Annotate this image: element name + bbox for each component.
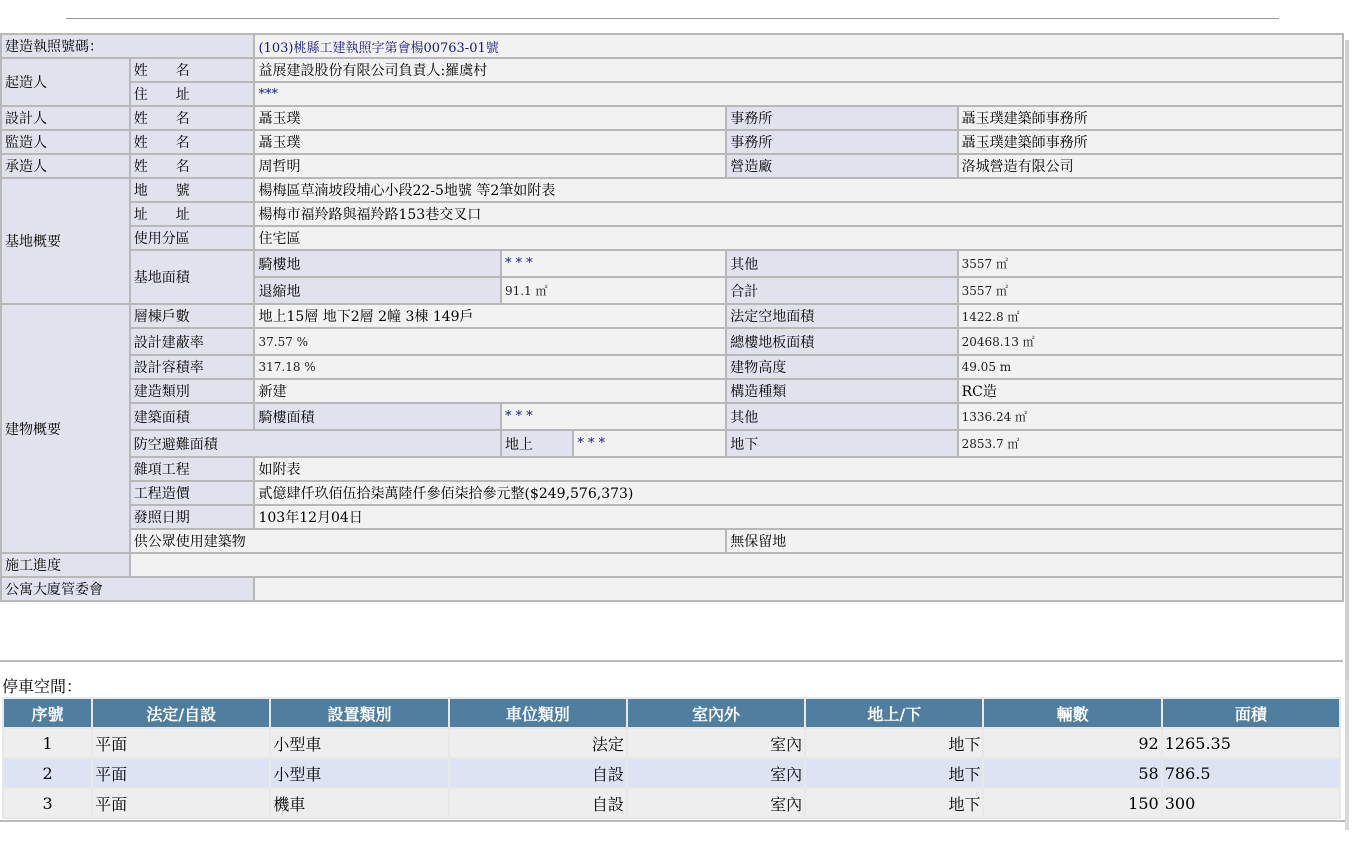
supervisor-name-value: 聶玉璞: [255, 131, 725, 153]
site-total-value: 3557 ㎡: [959, 278, 1342, 303]
progress-value: [131, 554, 1342, 576]
permit-no-value: (103)桃縣工建執照字第會楊00763-01號: [255, 35, 1342, 57]
site-area-label: 基地面積: [131, 251, 254, 303]
cell-seq: 2: [4, 759, 91, 787]
supervisor-name-label: 姓 名: [131, 131, 254, 153]
designer-name-label: 姓 名: [131, 107, 254, 129]
contractor-firm-label: 營造廠: [727, 155, 956, 177]
cell-space-type: 自設: [450, 759, 626, 787]
building-structure-label: 構造種類: [727, 380, 956, 402]
applicant-addr-value: ***: [255, 83, 1342, 105]
building-arcade-area-label: 騎樓面積: [255, 404, 499, 429]
table-row: [4, 789, 1339, 817]
applicant-addr-label: 住 址: [131, 83, 254, 105]
contractor-firm-value: 洛城營造有限公司: [959, 155, 1342, 177]
building-type-value: 新建: [255, 380, 725, 402]
site-zone-value: 住宅區: [255, 227, 1342, 249]
parking-header-seq: 序號: [4, 699, 91, 727]
parking-table: [2, 697, 1341, 819]
site-section: 基地概要: [2, 179, 129, 303]
top-divider: [66, 18, 1279, 19]
building-coverage-label: 設計建蔽率: [131, 329, 254, 354]
building-type-label: 建造類別: [131, 380, 254, 402]
contractor-section: 承造人: [2, 155, 129, 177]
building-open-value: 1422.8 ㎡: [959, 305, 1342, 327]
cell-area: 1265.35: [1163, 729, 1339, 757]
progress-label: 施工進度: [2, 554, 129, 576]
cell-level: 地下: [806, 729, 982, 757]
building-issue-value: 103年12月04日: [255, 506, 1342, 528]
site-total-label: 合計: [727, 278, 956, 303]
bottom-divider: [0, 820, 1345, 822]
designer-office-value: 聶玉璞建築師事務所: [959, 107, 1342, 129]
building-coverage-value: 37.57 %: [255, 329, 725, 354]
cell-legal: 平面: [93, 729, 269, 757]
building-above-label: 地上: [502, 431, 572, 456]
site-other-label: 其他: [727, 251, 956, 276]
committee-label: 公寓大廈管委會: [2, 578, 253, 600]
building-below-value: 2853.7 ㎡: [959, 431, 1342, 456]
permit-no-label: 建造執照號碼：: [2, 35, 253, 57]
building-floor-area-label: 總樓地板面積: [727, 329, 956, 354]
parking-header-setting: 設置類別: [271, 699, 447, 727]
permit-info-table: [0, 33, 1344, 602]
table-row: [4, 729, 1339, 757]
designer-office-label: 事務所: [727, 107, 956, 129]
building-below-label: 地下: [727, 431, 956, 456]
cell-setting: 小型車: [271, 729, 447, 757]
building-section: 建物概要: [2, 305, 129, 552]
committee-value: [255, 578, 1342, 600]
cell-seq: 3: [4, 789, 91, 817]
parking-header-level: 地上/下: [806, 699, 982, 727]
cell-area: 786.5: [1163, 759, 1339, 787]
supervisor-office-label: 事務所: [727, 131, 956, 153]
building-height-label: 建物高度: [727, 356, 956, 378]
parking-header-area: 面積: [1163, 699, 1339, 727]
building-issue-label: 發照日期: [131, 506, 254, 528]
applicant-name-value: 益展建設股份有限公司負責人:羅虞村: [255, 59, 1342, 81]
site-arcade-label: 騎樓地: [255, 251, 499, 276]
site-addr-value: 楊梅市福羚路與福羚路153巷交叉口: [255, 203, 1342, 225]
building-above-value: * * *: [574, 431, 725, 456]
building-floors-label: 層棟戶數: [131, 305, 254, 327]
cell-setting: 機車: [271, 789, 447, 817]
supervisor-office-value: 聶玉璞建築師事務所: [959, 131, 1342, 153]
cell-indoor: 室內: [628, 789, 804, 817]
cell-level: 地下: [806, 759, 982, 787]
building-far-label: 設計容積率: [131, 356, 254, 378]
parking-header-count: 輛數: [984, 699, 1160, 727]
table-row: [4, 759, 1339, 787]
building-other-label: 其他: [727, 404, 956, 429]
scrollbar-lower[interactable]: [1345, 680, 1349, 830]
building-cost-value: 貳億肆仟玖佰伍拾柒萬陸仟參佰柒拾參元整($249,576,373): [255, 482, 1342, 504]
cell-space-type: 法定: [450, 729, 626, 757]
cell-legal: 平面: [93, 789, 269, 817]
section-divider: [0, 660, 1343, 662]
site-setback-value: 91.1 ㎡: [502, 278, 725, 303]
parking-header-indoor: 室內外: [628, 699, 804, 727]
building-arcade-area-value: * * *: [502, 404, 725, 429]
cell-area: 300: [1163, 789, 1339, 817]
site-lot-label: 地 號: [131, 179, 254, 201]
applicant-name-label: 姓 名: [131, 59, 254, 81]
building-cost-label: 工程造價: [131, 482, 254, 504]
building-open-label: 法定空地面積: [727, 305, 956, 327]
cell-indoor: 室內: [628, 729, 804, 757]
building-misc-label: 雜項工程: [131, 458, 254, 480]
scrollbar[interactable]: [1345, 40, 1349, 700]
site-other-value: 3557 ㎡: [959, 251, 1342, 276]
building-reserve-label: 無保留地: [727, 530, 1342, 552]
building-bldg-area-label: 建築面積: [131, 404, 254, 429]
parking-header-space-type: 車位類別: [450, 699, 626, 727]
site-lot-value: 楊梅區草湳坡段埔心小段22-5地號 等2筆如附表: [255, 179, 1342, 201]
site-zone-label: 使用分區: [131, 227, 254, 249]
contractor-name-value: 周哲明: [255, 155, 725, 177]
building-height-value: 49.05 m: [959, 356, 1342, 378]
site-arcade-value: * * *: [502, 251, 725, 276]
site-addr-label: 址 址: [131, 203, 254, 225]
building-floors-value: 地上15層 地下2層 2幢 3棟 149戶: [255, 305, 725, 327]
cell-count: 92: [984, 729, 1160, 757]
parking-header-legal: 法定/自設: [93, 699, 269, 727]
parking-title: 停車空間：: [2, 677, 83, 696]
site-setback-label: 退縮地: [255, 278, 499, 303]
designer-name-value: 聶玉璞: [255, 107, 725, 129]
cell-level: 地下: [806, 789, 982, 817]
building-shelter-label: 防空避難面積: [131, 431, 500, 456]
cell-space-type: 自設: [450, 789, 626, 817]
cell-count: 58: [984, 759, 1160, 787]
cell-legal: 平面: [93, 759, 269, 787]
building-misc-value: 如附表: [255, 458, 1342, 480]
cell-indoor: 室內: [628, 759, 804, 787]
cell-seq: 1: [4, 729, 91, 757]
supervisor-section: 監造人: [2, 131, 129, 153]
contractor-name-label: 姓 名: [131, 155, 254, 177]
building-structure-value: RC造: [959, 380, 1342, 402]
applicant-section: 起造人: [2, 59, 129, 105]
building-public-label: 供公眾使用建築物: [131, 530, 725, 552]
cell-count: 150: [984, 789, 1160, 817]
building-floor-area-value: 20468.13 ㎡: [959, 329, 1342, 354]
designer-section: 設計人: [2, 107, 129, 129]
cell-setting: 小型車: [271, 759, 447, 787]
building-other-value: 1336.24 ㎡: [959, 404, 1342, 429]
building-far-value: 317.18 %: [255, 356, 725, 378]
